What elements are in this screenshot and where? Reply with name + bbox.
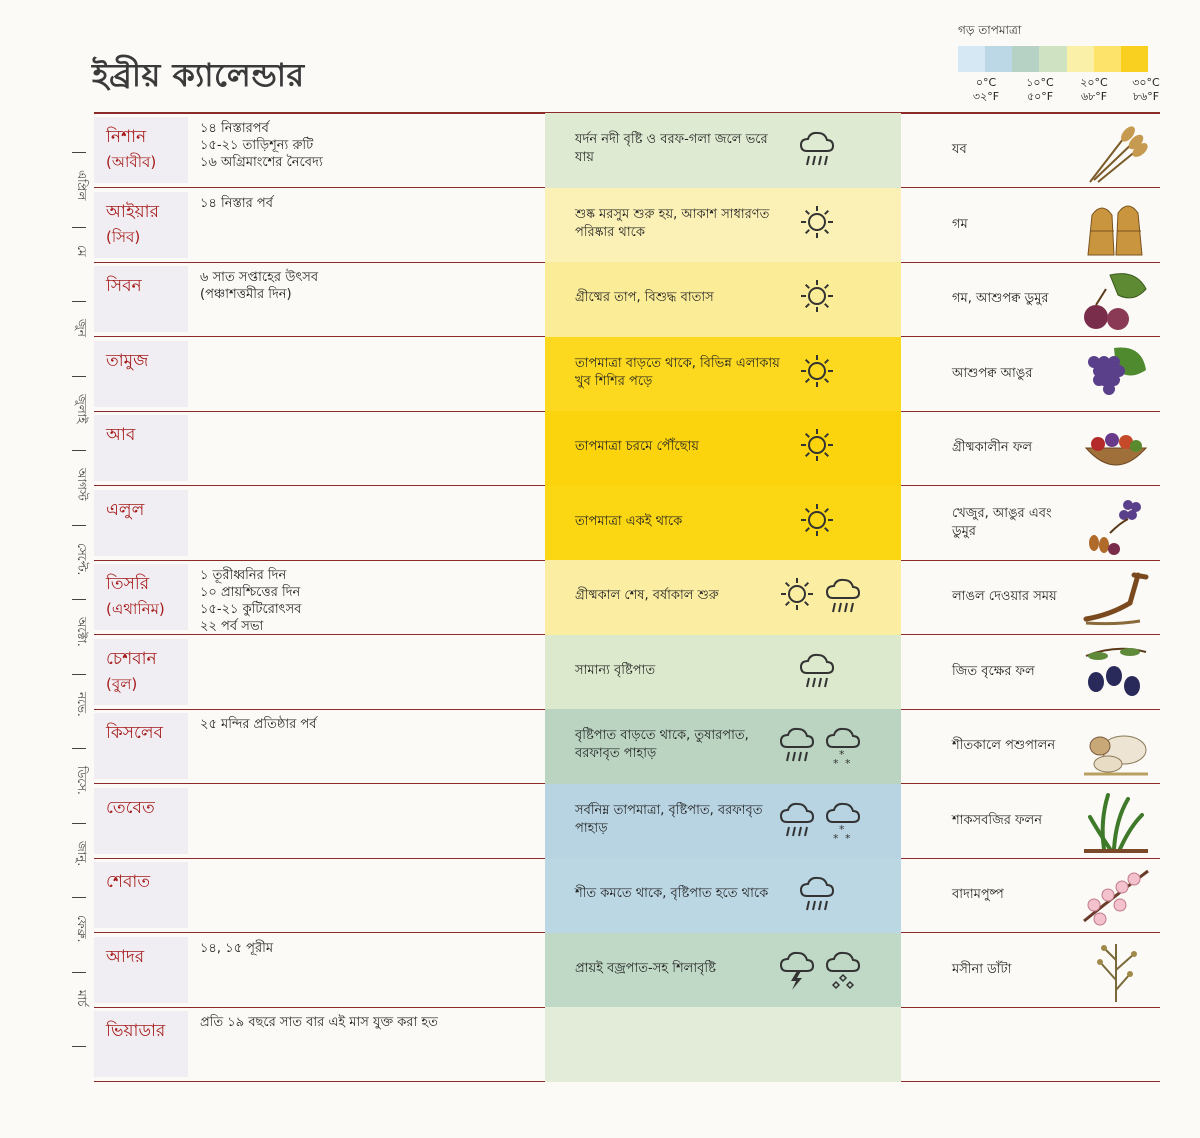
month-row <box>94 710 1160 784</box>
hebrew-month-name: শেবাত <box>106 872 151 892</box>
legend-tick-celsius: ২০°C <box>1080 76 1108 89</box>
climate-text: বৃষ্টিপাত বাড়তে থাকে, তুষারপাত, বরফাবৃত পাহাড় <box>575 728 749 761</box>
crop-text: শাকসবজির ফলন <box>952 812 1042 828</box>
month-row <box>94 412 1160 486</box>
month-divider-tick <box>72 1046 86 1047</box>
crop-text: মসীনা ডাঁটা <box>952 961 1012 977</box>
sun-icon <box>797 425 837 469</box>
hebrew-month-alt-name: (সিব) <box>106 227 141 246</box>
feast-item: ১৪, ১৫ পূরীম <box>200 940 274 956</box>
climate-text: তাপমাত্রা একই থাকে <box>575 513 683 529</box>
legend-title: গড় তাপমাত্রা <box>958 23 1022 37</box>
weather-icons <box>777 723 863 767</box>
weather-icons <box>797 276 837 320</box>
svg-text:*: * <box>845 757 851 767</box>
rain-icon <box>777 798 817 842</box>
climate-description <box>575 635 785 707</box>
svg-text:*: * <box>833 831 839 842</box>
hebrew-month-name: আদর <box>106 946 145 967</box>
month-divider-tick <box>72 674 86 675</box>
figs-icon <box>1080 269 1152 333</box>
month-row <box>94 636 1160 710</box>
rain-icon <box>797 649 837 693</box>
month-cell <box>94 341 188 407</box>
fruit-basket-icon <box>1080 418 1152 482</box>
feast-list <box>200 940 273 957</box>
month-divider-tick <box>72 227 86 228</box>
month-cell <box>94 937 188 1003</box>
climate-text: শুষ্ক মরসুম শুরু হয়, আকাশ সাধারণত পরিষ্কার থাকে <box>575 206 770 240</box>
greens-icon <box>1080 791 1152 855</box>
crop-description <box>952 859 1072 931</box>
gregorian-month-label: জুন <box>75 319 89 337</box>
feast-list <box>200 567 301 635</box>
climate-text: যর্দন নদী বৃষ্টি ও বরফ-গলা জলে ভরে যায় <box>575 132 768 165</box>
barley-icon <box>1080 120 1152 184</box>
climate-cell <box>545 262 901 337</box>
month-cell <box>94 788 188 854</box>
hebrew-month-name: কিসলেব <box>106 723 163 743</box>
hail-icon <box>823 947 863 991</box>
month-row <box>94 934 1160 1008</box>
climate-cell <box>545 933 901 1008</box>
storm-icon <box>777 947 817 991</box>
plow-icon <box>1080 567 1152 631</box>
crop-text: শীতকালে পশুপালন <box>952 738 1056 753</box>
legend-swatch <box>958 46 985 72</box>
legend-swatch <box>1039 46 1066 72</box>
climate-text: প্রায়ই বজ্রপাত-সহ শিলাবৃষ্টি <box>575 960 716 976</box>
weather-icons <box>777 574 863 618</box>
crop-text: গম <box>952 216 968 232</box>
climate-text: শীত কমতে থাকে, বৃষ্টিপাত হতে থাকে <box>575 886 769 901</box>
climate-cell <box>545 188 901 263</box>
feast-item: ১৫-২১ কুটিরোৎসব <box>200 602 302 617</box>
climate-description <box>575 113 785 185</box>
climate-cell <box>545 486 901 561</box>
gregorian-month-label: এপ্রিল <box>75 170 89 201</box>
legend-tick-celsius: ৩০°C <box>1132 76 1160 89</box>
climate-cell <box>545 858 901 933</box>
climate-description <box>575 337 785 409</box>
month-divider-tick <box>72 152 86 153</box>
feast-item: ১৪ নিস্তারপর্ব <box>200 121 269 136</box>
gregorian-month-label: মে <box>75 244 89 257</box>
legend-tick-fahrenheit: ৮৬°F <box>1132 90 1160 103</box>
climate-text: গ্রীষ্মকাল শেষ, বর্ষাকাল শুরু <box>575 588 719 603</box>
crop-description <box>952 412 1072 484</box>
hebrew-month-alt-name: (এথানিম) <box>106 600 165 618</box>
legend-color-scale <box>958 46 1148 72</box>
svg-text:*: * <box>839 748 845 761</box>
svg-text:*: * <box>839 822 845 836</box>
crop-text: লাঙল দেওয়ার সময় <box>952 589 1057 604</box>
feast-item: ১৫-২১ তাড়িশূন্য রুটি <box>200 138 314 153</box>
hebrew-month-name: নিশান <box>106 127 147 147</box>
climate-text: সর্বনিম্ন তাপমাত্রা, বৃষ্টিপাত, বরফাবৃত পাহাড় <box>575 802 763 836</box>
month-cell <box>94 490 188 556</box>
month-divider-tick <box>72 301 86 302</box>
climate-description <box>575 411 785 483</box>
feast-item: ১ তূরীধ্বনির দিন <box>200 568 287 583</box>
hebrew-month-name: তেবেত <box>106 797 155 818</box>
legend-swatch <box>985 46 1012 72</box>
crop-text: আশুপক্ব আঙুর <box>952 365 1033 381</box>
feast-list <box>200 716 316 733</box>
climate-description <box>575 262 785 334</box>
climate-text: তাপমাত্রা চরমে পৌঁছোয় <box>575 439 699 454</box>
climate-cell <box>545 1007 901 1082</box>
hebrew-month-name: আব <box>106 425 136 445</box>
crop-text: গ্রীষ্মকালীন ফল <box>952 440 1033 455</box>
climate-description <box>575 709 785 781</box>
climate-cell <box>545 635 901 710</box>
climate-text: তাপমাত্রা বাড়তে থাকে, বিভিন্ন এলাকায় খুব শিশির পড়ে <box>575 355 780 389</box>
legend-tick-fahrenheit: ৫০°F <box>1026 90 1054 103</box>
legend-swatch <box>1012 46 1039 72</box>
legend-tick <box>1126 76 1166 104</box>
feast-item: ২২ পর্ব সভা <box>200 619 264 634</box>
crop-description <box>952 263 1072 335</box>
hebrew-month-name: সিবন <box>106 276 142 296</box>
month-cell <box>94 862 188 928</box>
climate-text: সামান্য বৃষ্টিপাত <box>575 662 656 678</box>
month-row <box>94 263 1160 337</box>
month-divider-tick <box>72 525 86 526</box>
crop-text: জিত বৃক্ষের ফল <box>952 663 1035 679</box>
temperature-legend <box>958 22 1158 106</box>
feast-list <box>200 269 318 303</box>
hebrew-month-name: চেশবান <box>106 648 157 669</box>
month-divider-tick <box>72 972 86 973</box>
gregorian-month-label: মার্চ <box>75 989 89 1007</box>
feast-list <box>200 195 273 212</box>
sun-icon <box>797 351 837 395</box>
gregorian-month-label: ফেব্রু. <box>75 915 89 943</box>
hebrew-month-name: ভিয়াডার <box>106 1021 166 1041</box>
month-row <box>94 1008 1160 1082</box>
month-row <box>94 338 1160 412</box>
crop-text: খেজুর, আঙুর এবং ডুমুর <box>952 505 1052 539</box>
rain-icon <box>777 723 817 767</box>
rain-icon <box>797 872 837 916</box>
feast-item: (পঞ্চাশত্তমীর দিন) <box>200 287 292 302</box>
svg-text:*: * <box>833 757 839 767</box>
legend-tick-celsius: ০°C <box>975 76 997 89</box>
month-divider-tick <box>72 823 86 824</box>
snow-icon <box>823 723 863 767</box>
month-divider-tick <box>72 376 86 377</box>
gregorian-month-label: নভে. <box>75 691 89 717</box>
legend-tick <box>966 76 1006 104</box>
sun-icon <box>797 276 837 320</box>
gregorian-month-label: জুলাই <box>75 393 89 423</box>
feast-item: ২৫ মন্দির প্রতিষ্ঠার পর্ব <box>200 717 317 732</box>
legend-swatch <box>1067 46 1094 72</box>
climate-cell <box>545 411 901 486</box>
month-divider-tick <box>72 599 86 600</box>
feast-item: প্রতি ১৯ বছরে সাত বার এই মাস যুক্ত করা হত <box>200 1015 438 1030</box>
weather-icons <box>797 127 837 171</box>
weather-icons <box>797 500 837 544</box>
crop-description <box>952 114 1072 186</box>
olives-icon <box>1080 642 1152 706</box>
legend-swatch <box>1121 46 1148 72</box>
wheat-icon <box>1080 195 1152 259</box>
feast-list <box>200 120 323 171</box>
climate-cell <box>545 560 901 635</box>
sheep-icon <box>1080 716 1152 780</box>
sun-icon <box>777 574 817 618</box>
dates-icon <box>1080 493 1152 557</box>
rain-icon <box>797 127 837 171</box>
month-divider-tick <box>72 748 86 749</box>
sun-icon <box>797 500 837 544</box>
crop-text: বাদামপুষ্প <box>952 887 1004 902</box>
feast-item: ১৬ অগ্রিমাংশের নৈবেদ্য <box>200 155 323 170</box>
climate-description <box>575 933 785 1005</box>
snow-icon <box>823 798 863 842</box>
month-divider-tick <box>72 897 86 898</box>
climate-cell <box>545 337 901 412</box>
page-title: ইব্রীয় ক্যালেন্ডার <box>92 56 305 94</box>
hebrew-month-name: তিসরি <box>106 574 150 594</box>
climate-cell <box>545 784 901 859</box>
month-row <box>94 785 1160 859</box>
month-row <box>94 859 1160 933</box>
month-row <box>94 487 1160 561</box>
almond-blossom-icon <box>1080 865 1152 929</box>
legend-tick-celsius: ১০°C <box>1026 76 1054 89</box>
month-cell <box>94 415 188 481</box>
month-cell <box>94 117 188 183</box>
feast-list <box>200 1014 438 1031</box>
feast-item: ১৪ নিস্তার পর্ব <box>200 195 273 211</box>
climate-text: গ্রীষ্মের তাপ, বিশুদ্ধ বাতাস <box>575 290 714 305</box>
crop-description <box>952 785 1072 857</box>
month-cell <box>94 192 188 258</box>
gregorian-month-label: ডিসে. <box>75 766 89 795</box>
legend-tick-fahrenheit: ৬৮°F <box>1080 90 1108 103</box>
hebrew-month-alt-name: (আবীব) <box>106 153 157 171</box>
climate-description <box>575 784 785 856</box>
weather-icons <box>777 798 863 842</box>
weather-icons <box>797 425 837 469</box>
legend-tick <box>1074 76 1114 104</box>
legend-tick <box>1020 76 1060 104</box>
gregorian-month-axis <box>62 120 92 1080</box>
gregorian-month-label: অক্টো. <box>75 617 89 647</box>
crop-description <box>952 561 1072 633</box>
sun-icon <box>797 202 837 246</box>
weather-icons <box>797 202 837 246</box>
month-cell <box>94 564 188 630</box>
hebrew-month-name: এলুল <box>106 499 145 520</box>
weather-icons <box>797 351 837 395</box>
crop-description <box>952 636 1072 708</box>
crop-description <box>952 487 1072 559</box>
weather-icons <box>777 947 863 991</box>
month-row <box>94 114 1160 188</box>
climate-description <box>575 188 785 260</box>
feast-item: ১০ প্রায়শ্চিত্তের দিন <box>200 585 301 600</box>
month-cell <box>94 266 188 332</box>
climate-description <box>575 858 785 930</box>
svg-text:*: * <box>845 831 851 842</box>
climate-cell <box>545 709 901 784</box>
gregorian-month-label: আগস্ট <box>75 468 89 501</box>
crop-text: গম, আশুপক্ব ডুমুর <box>952 291 1049 306</box>
weather-icons <box>797 872 837 916</box>
legend-tick-fahrenheit: ৩২°F <box>972 90 1000 103</box>
weather-icons <box>797 649 837 693</box>
crop-description <box>952 338 1072 410</box>
crop-description <box>952 710 1072 782</box>
month-row <box>94 561 1160 635</box>
hebrew-month-name: তামুজ <box>106 350 149 371</box>
climate-description <box>575 486 785 558</box>
feast-item: ৬ সাত সপ্তাহের উৎসব <box>200 270 319 285</box>
hebrew-month-name: আইয়ার <box>106 201 159 222</box>
month-row <box>94 189 1160 263</box>
hebrew-month-alt-name: (বুল) <box>106 674 138 693</box>
legend-ticks <box>958 76 1168 106</box>
month-cell <box>94 1011 188 1077</box>
grapes-icon <box>1080 344 1152 408</box>
month-cell <box>94 713 188 779</box>
gregorian-month-label: সেপ্টে. <box>75 542 89 575</box>
climate-cell <box>545 113 901 188</box>
crop-text: যব <box>952 142 967 157</box>
legend-swatch <box>1094 46 1121 72</box>
gregorian-month-label: জানু. <box>75 840 89 866</box>
flax-icon <box>1080 940 1152 1004</box>
month-cell <box>94 639 188 705</box>
rain-icon <box>823 574 863 618</box>
crop-description <box>952 934 1072 1006</box>
crop-description <box>952 189 1072 261</box>
climate-description <box>575 560 785 632</box>
month-divider-tick <box>72 450 86 451</box>
